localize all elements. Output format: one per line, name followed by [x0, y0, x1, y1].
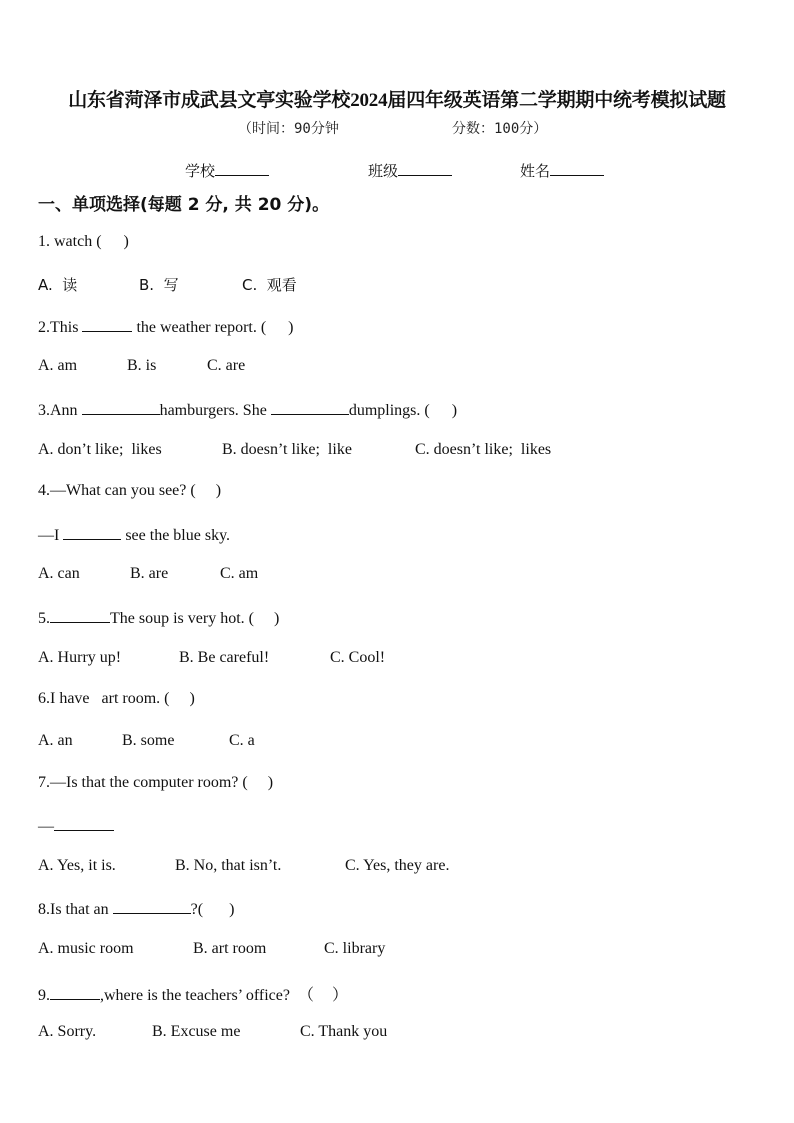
question-7-paren: )	[267, 774, 274, 791]
section-title: 一、单项选择(每题 2 分, 共 20 分)。	[38, 195, 330, 215]
answer-blank[interactable]	[82, 399, 160, 415]
school-blank[interactable]	[215, 161, 269, 176]
option-c[interactable]: C. Thank you	[300, 1023, 388, 1040]
question-9-stem: 9.	[38, 987, 50, 1004]
question-9-options	[38, 1023, 387, 1041]
option-c[interactable]: C. Cool!	[330, 649, 386, 666]
question-2-stem: 2.This	[38, 319, 83, 336]
question-1-paren: )	[123, 233, 129, 250]
option-c[interactable]: C. are	[207, 357, 246, 374]
option-a[interactable]: A. don’t like; likes	[38, 441, 162, 458]
question-7-stem: 7.—Is that the computer room? (	[38, 774, 248, 791]
class-blank[interactable]	[398, 161, 452, 176]
school-label: 学校	[185, 162, 216, 180]
question-5-stem: 5.	[38, 610, 50, 627]
question-8-options	[38, 940, 385, 958]
option-c[interactable]: C. Yes, they are.	[345, 857, 450, 874]
question-4-options	[38, 565, 258, 583]
question-6	[38, 690, 195, 708]
question-2-stem-rest: the weather report. (	[132, 319, 267, 336]
option-b[interactable]: B. doesn’t like; like	[222, 441, 352, 458]
name-blank[interactable]	[550, 161, 604, 176]
question-7-options	[38, 857, 449, 875]
question-8	[38, 898, 234, 919]
question-5-paren: )	[273, 610, 280, 627]
question-3-paren: )	[451, 402, 458, 419]
question-8-stem-rest: ?(	[190, 901, 204, 918]
answer-blank[interactable]	[63, 524, 121, 540]
option-a[interactable]: A. am	[38, 357, 78, 374]
question-7-response	[38, 815, 114, 836]
question-2	[38, 316, 294, 337]
name-label: 姓名	[520, 162, 551, 180]
question-6-paren: )	[189, 690, 195, 707]
option-a[interactable]: A. Sorry.	[38, 1023, 97, 1040]
answer-blank[interactable]	[82, 316, 132, 332]
option-b[interactable]: B. 写	[139, 276, 179, 294]
question-4-response-rest: see the blue sky.	[121, 527, 231, 544]
question-2-options	[38, 357, 245, 375]
option-b[interactable]: B. is	[127, 357, 157, 374]
question-4	[38, 482, 221, 500]
question-9-stem-rest: ,where is the teachers’ office? （	[100, 987, 314, 1004]
option-b[interactable]: B. art room	[193, 940, 267, 957]
option-a[interactable]: A. Yes, it is.	[38, 857, 116, 874]
option-b[interactable]: B. some	[122, 732, 175, 749]
option-c[interactable]: C. am	[220, 565, 259, 582]
option-b[interactable]: B. Excuse me	[152, 1023, 241, 1040]
question-3-stem-rest: dumplings. (	[348, 402, 430, 419]
question-4-response	[38, 524, 230, 545]
option-a[interactable]: A. 读	[38, 276, 78, 294]
answer-blank[interactable]	[54, 815, 114, 831]
question-5-options	[38, 649, 385, 667]
question-5-stem-rest: The soup is very hot. (	[110, 610, 254, 627]
answer-blank[interactable]	[271, 399, 349, 415]
question-4-stem: 4.—What can you see? (	[38, 482, 196, 499]
option-a[interactable]: A. an	[38, 732, 73, 749]
option-b[interactable]: B. No, that isn’t.	[175, 857, 282, 874]
answer-blank[interactable]	[113, 898, 191, 914]
question-4-paren: )	[215, 482, 222, 499]
question-9	[38, 982, 348, 1005]
question-6-options	[38, 732, 255, 750]
answer-blank[interactable]	[50, 984, 100, 1000]
answer-blank[interactable]	[50, 607, 110, 623]
option-c[interactable]: C. library	[324, 940, 386, 957]
question-7	[38, 774, 273, 792]
question-1	[38, 233, 129, 251]
question-8-stem: 8.Is that an	[38, 901, 113, 918]
question-3-options	[38, 441, 551, 459]
option-a[interactable]: A. Hurry up!	[38, 649, 122, 666]
question-2-paren: )	[288, 319, 294, 336]
name-field[interactable]	[520, 160, 604, 181]
option-c[interactable]: C. 观看	[242, 276, 297, 294]
question-1-stem: 1. watch (	[38, 233, 102, 250]
exam-score: 分数：100分）	[452, 121, 548, 137]
question-1-options	[38, 274, 297, 295]
option-b[interactable]: B. Be careful!	[179, 649, 270, 666]
exam-time: （时间：90分钟	[238, 121, 339, 137]
option-a[interactable]: A. can	[38, 565, 80, 582]
class-label: 班级	[368, 162, 399, 180]
question-3-stem: 3.Ann	[38, 402, 82, 419]
question-7-response-stem: —	[38, 818, 54, 835]
option-c[interactable]: C. doesn’t like; likes	[415, 441, 552, 458]
school-field[interactable]	[185, 160, 269, 181]
question-3	[38, 399, 457, 420]
option-b[interactable]: B. are	[130, 565, 169, 582]
question-3-stem-mid: hamburgers. She	[159, 402, 271, 419]
option-c[interactable]: C. a	[229, 732, 255, 749]
option-a[interactable]: A. music room	[38, 940, 134, 957]
exam-title: 山东省菏泽市成武县文亭实验学校2024届四年级英语第二学期期中统考模拟试题	[68, 90, 726, 111]
question-8-paren: )	[229, 901, 235, 918]
question-6-stem: 6.I have art room. (	[38, 690, 170, 707]
question-5	[38, 607, 279, 628]
class-field[interactable]	[368, 160, 452, 181]
question-9-paren: ）	[331, 987, 348, 1004]
question-4-response-stem: —I	[38, 527, 64, 544]
